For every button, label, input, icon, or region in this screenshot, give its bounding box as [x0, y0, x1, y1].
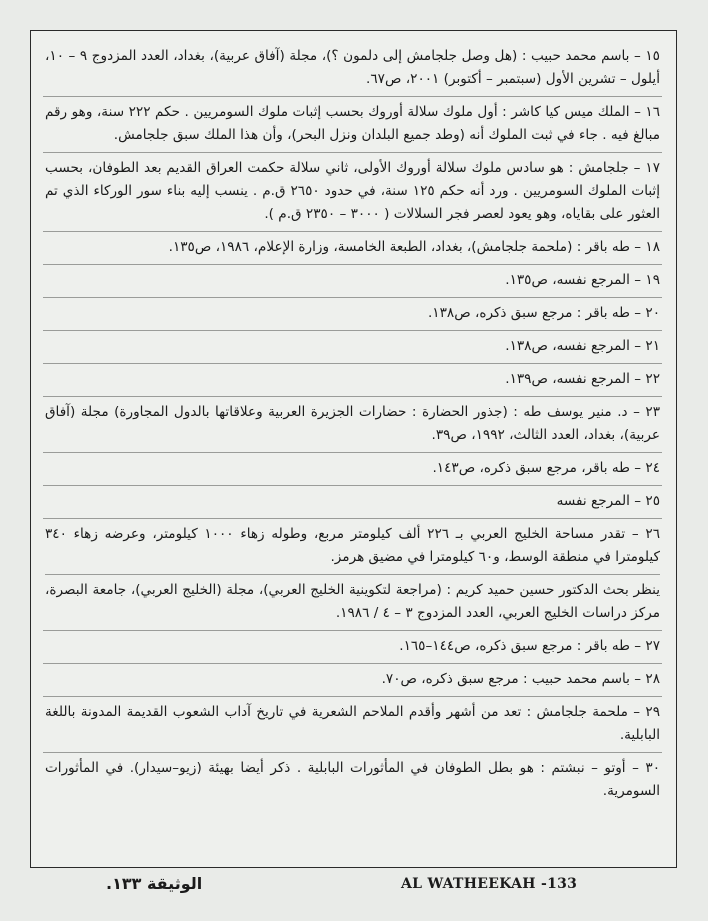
footer-arabic-page-label: الوثيقة ١٣٣. — [106, 874, 203, 893]
footnote-text: ٢٦ – تقدر مساحة الخليج العربي بـ ٢٢٦ ألف كيلومتر مربع، وطوله زهاء ١٠٠٠ كيلومتر، وعرضه زهاء ٣٤٠ كيلومترا في منطقة الوسط، و٦٠ كيلومترا في مضيق هرمز. — [45, 526, 660, 565]
footnotes-list — [43, 41, 662, 808]
footnote-17 — [43, 153, 662, 232]
footnote-21 — [43, 331, 662, 364]
footnote-text: ٢٨ – باسم محمد حبيب : مرجع سبق ذكره، ص٧٠. — [381, 671, 660, 687]
footnote-text: ٢٢ – المرجع نفسه، ص١٣٩. — [505, 371, 660, 387]
footnote-text: ٢٣ – د. منير يوسف طه : (جذور الحضارة : حضارات الجزيرة العربية وعلاقاتها بالدول المجاورة) مجلة (آفاق عربية)، بغداد، العدد الثالث، ١٩٩٢، ص٣٩. — [45, 404, 660, 443]
footer-latin-page-label: AL WATHEEKAH -133 — [401, 876, 578, 892]
footnote-19 — [43, 265, 662, 298]
footnote-text: ٢٠ – طه باقر : مرجع سبق ذكره، ص١٣٨. — [427, 305, 660, 321]
footnote-26 — [43, 519, 662, 631]
footnote-text: ١٩ – المرجع نفسه، ص١٣٥. — [505, 272, 660, 288]
footnote-23 — [43, 397, 662, 453]
footnote-text: ١٧ – جلجامش : هو سادس ملوك سلالة أوروك الأولى، ثاني سلالة حكمت العراق القديم بعد الطوفان، بحسب إثبات الملوك السومريين . ورد أنه حكم ١٢٥ سنة، في حدود ٢٦٥٠ ق.م . ينسب إليه بناء سور الوركاء الذي تم العثور على بقاياه، وهو يعود لعصر فجر السلالات ( ٣٠٠٠ – ٢٣٥٠ ق.م ). — [45, 160, 660, 222]
footnote-16 — [43, 97, 662, 153]
footnote-extra-paragraph: ينظر بحث الدكتور حسين حميد كريم : (مراجعة لتكوينية الخليج العربي)، مجلة (الخليج العربي)، جامعة البصرة، مركز دراسات الخليج العربي، العدد المزدوج ٣ – ٤ / ١٩٨٦. — [45, 574, 660, 625]
footnote-15 — [43, 41, 662, 97]
footnote-text: ١٨ – طه باقر : (ملحمة جلجامش)، بغداد، الطبعة الخامسة، وزارة الإعلام، ١٩٨٦، ص١٣٥. — [168, 239, 660, 255]
page-footer — [0, 876, 708, 900]
footnote-text: ٢٩ – ملحمة جلجامش : تعد من أشهر وأقدم الملاحم الشعرية في تاريخ آداب الشعوب القديمة المدونة باللغة البابلية. — [45, 704, 660, 743]
footnote-22 — [43, 364, 662, 397]
footnote-20 — [43, 298, 662, 331]
footnote-text: ١٦ – الملك ميس كيا كاشر : أول ملوك سلالة أوروك بحسب إثبات ملوك السومريين . حكم ٢٢٢ سنة، وهو رقم مبالغ فيه . جاء في ثبت الملوك أنه (وطد جميع البلدان ونزل البحر)، وأن هذا الملك سبق جلجامش. — [45, 104, 660, 143]
footnote-29 — [43, 697, 662, 753]
footnote-text: ٢١ – المرجع نفسه، ص١٣٨. — [505, 338, 660, 354]
footnote-text: ٢٥ – المرجع نفسه — [556, 493, 660, 509]
footnote-18 — [43, 232, 662, 265]
footnote-28 — [43, 664, 662, 697]
footnote-27 — [43, 631, 662, 664]
footnote-24 — [43, 453, 662, 486]
footnote-text: ٢٧ – طه باقر : مرجع سبق ذكره، ص١٤٤–١٦٥. — [399, 638, 660, 654]
page-frame — [30, 30, 677, 868]
footnote-25 — [43, 486, 662, 519]
footnote-text: ٢٤ – طه باقر، مرجع سبق ذكره، ص١٤٣. — [432, 460, 660, 476]
footnote-text: ٣٠ – أوتو – نبشتم : هو بطل الطوفان في المأثورات البابلية . ذكر أيضا بهيئة (زيو–سيدار). في المأثورات السومرية. — [45, 760, 660, 799]
footnote-30 — [43, 753, 662, 808]
footnote-text: ١٥ – باسم محمد حبيب : (هل وصل جلجامش إلى دلمون ؟)، مجلة (آفاق عربية)، بغداد، العدد المزدوج ٩ – ١٠، أيلول – تشرين الأول (سبتمبر – أكتوبر) ٢٠٠١، ص٦٧. — [45, 48, 660, 87]
